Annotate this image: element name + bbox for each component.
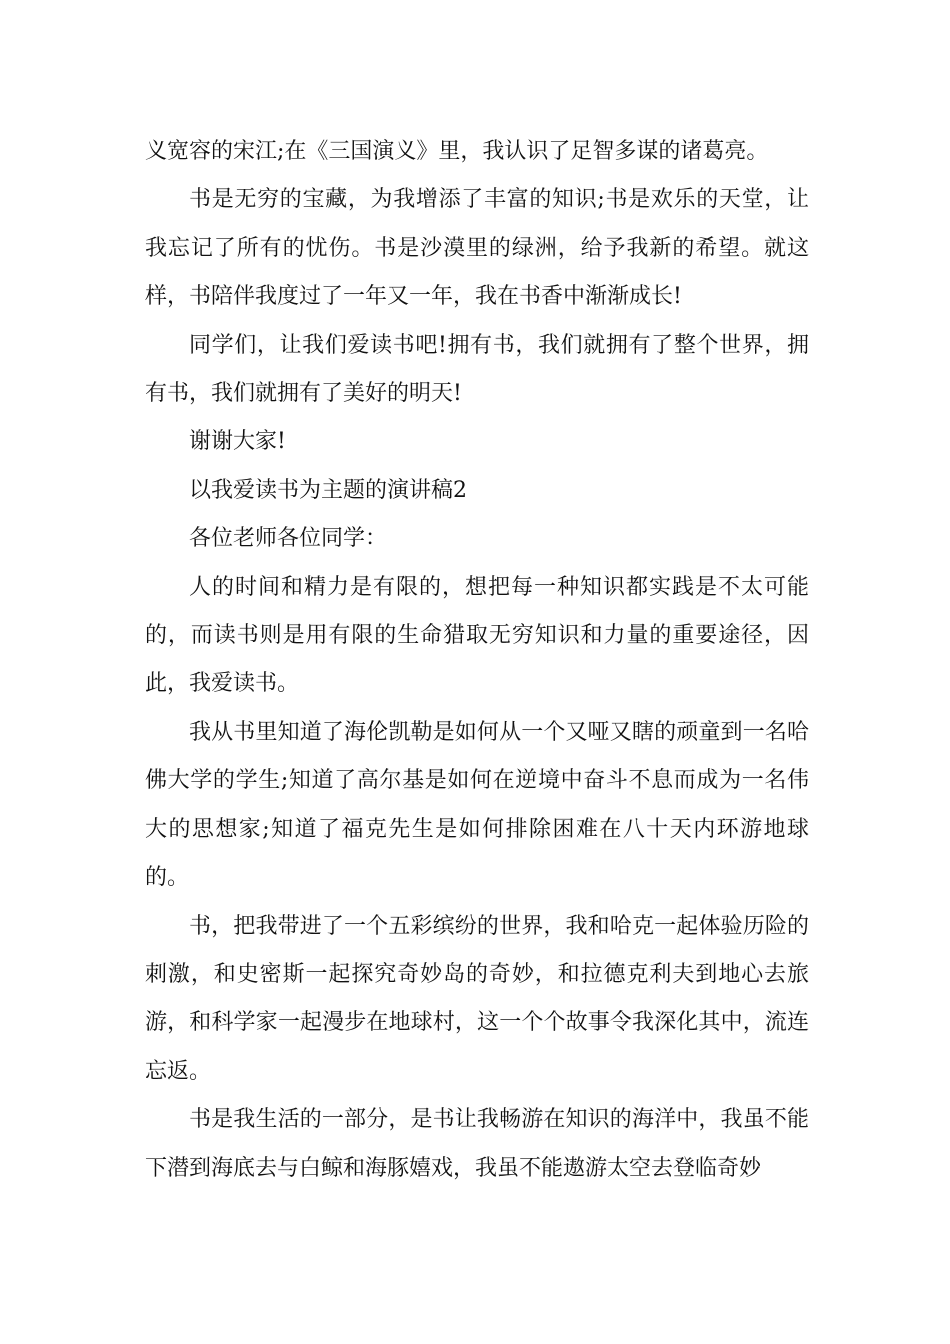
paragraph-continuation: 义宽容的宋江;在《三国演义》里，我认识了足智多谋的诸葛亮。 <box>145 139 769 164</box>
paragraph-colorful-world: 书，把我带进了一个五彩缤纷的世界，我和哈克一起体验历险的刺激，和史密斯一起探究奇妙岛的奇妙，和拉德克利夫到地心去旅游，和科学家一起漫步在地球村，这一个个故事令我深化其中，流连忘返。 <box>145 913 809 1084</box>
document-body <box>145 128 809 1193</box>
paragraph-part-of-life: 书是我生活的一部分，是书让我畅游在知识的海洋中，我虽不能下潜到海底去与白鲸和海豚嬉戏，我虽不能遨游太空去登临奇妙 <box>145 1107 809 1181</box>
paragraph-limited-time: 人的时间和精力是有限的，想把每一种知识都实践是不太可能的，而读书则是用有限的生命猎取无穷知识和力量的重要途径，因此，我爱读书。 <box>145 574 809 697</box>
paragraph-thanks: 谢谢大家! <box>189 429 286 455</box>
paragraph-learned-from-books: 我从书里知道了海伦凯勒是如何从一个又哑又瞎的顽童到一名哈佛大学的学生;知道了高尔基是如何在逆境中奋斗不息而成为一名伟大的思想家;知道了福克先生是如何排除困难在八十天内环游地球的。 <box>145 719 809 891</box>
speech-title: 以我爱读书为主题的演讲稿2 <box>189 477 467 503</box>
salutation: 各位老师各位同学： <box>189 526 388 552</box>
paragraph-call-to-read: 同学们，让我们爱读书吧!拥有书，我们就拥有了整个世界，拥有书，我们就拥有了美好的明天! <box>145 332 809 407</box>
paragraph-book-treasure: 书是无穷的宝藏，为我增添了丰富的知识;书是欢乐的天堂，让我忘记了所有的忧伤。书是沙漠里的绿洲，给予我新的希望。就这样，书陪伴我度过了一年又一年，我在书香中渐渐成长! <box>145 187 809 310</box>
